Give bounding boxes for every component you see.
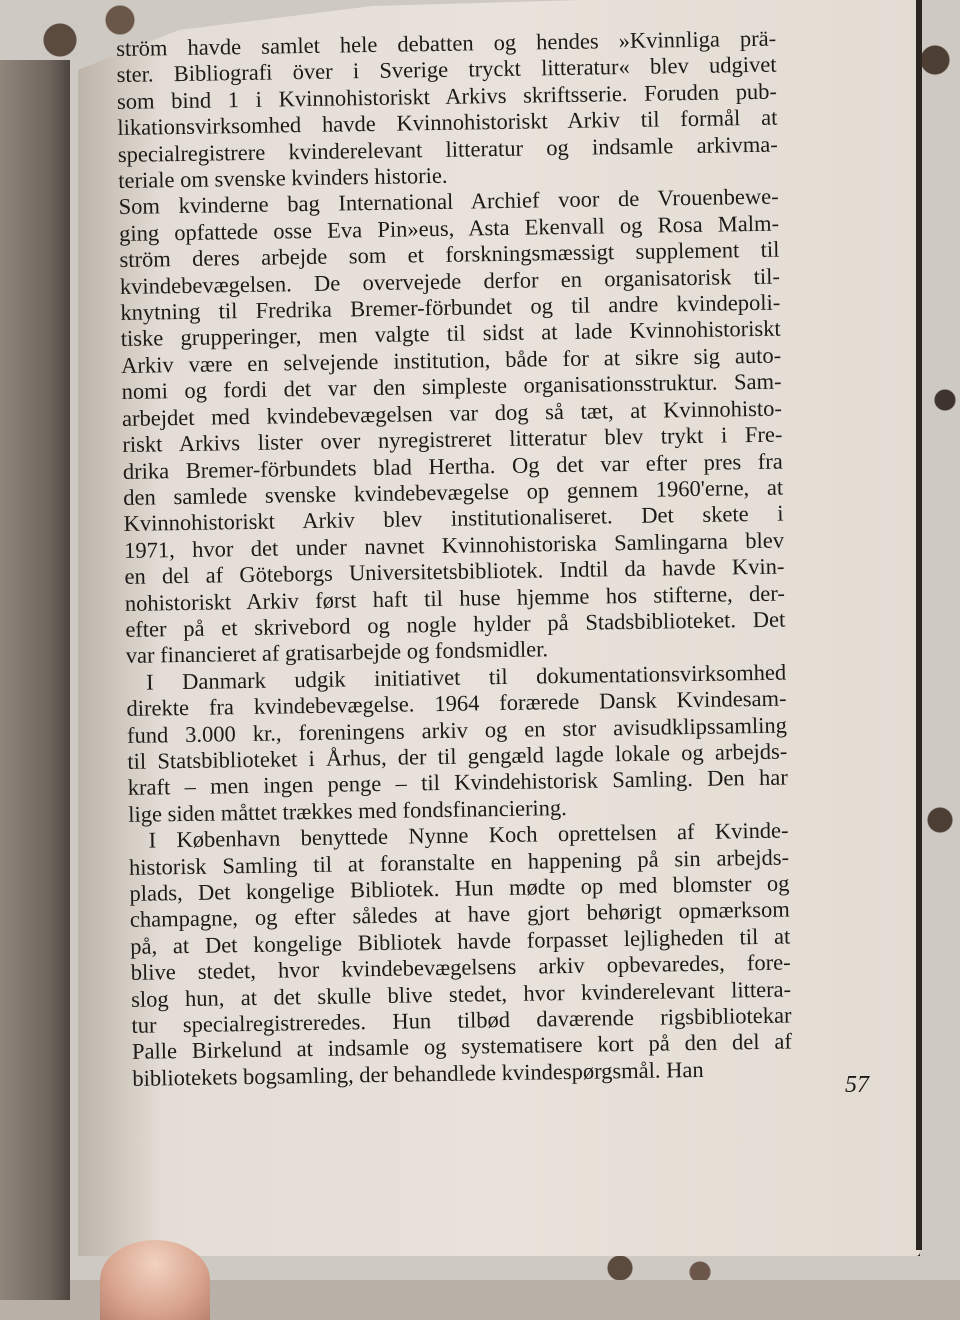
text-line: kvindebevægelsen. De overvejede derfor en organisatorisk til- [119, 263, 781, 299]
text-line: teriale om svenske kvinders historie. [118, 162, 448, 194]
text-line: en del af Göteborgs Universitetsbibliotek. Indtil da havde Kvin- [124, 553, 785, 590]
paragraph [128, 818, 792, 1092]
text-line: ster. Bibliografi över i Sverige tryckt litteratur« blev udgivet [116, 52, 777, 88]
paragraph [126, 659, 788, 828]
text-line: direkte fra kvindebevægelse. 1964 forærede Dansk Kvindesam- [126, 685, 787, 722]
text-line: knytning til Fredrika Bremer-förbundet og til andre kvindepoli- [120, 289, 781, 326]
text-line: specialregistrere kvinderelevant litteratur og indsamle arkivma- [117, 131, 778, 167]
paragraph [118, 184, 785, 670]
text-line: nomi og fordi det var den simpleste organisationsstruktur. Sam- [121, 368, 782, 405]
text-line: arbejdet med kvindebevægelsen var dog så tæt, at Kvinnohisto- [121, 395, 783, 431]
text-line: likationsvirksomhed havde Kvinnohistoriskt Arkiv til formål at [117, 104, 778, 141]
page-number: 57 [845, 1072, 869, 1098]
text-line: som bind 1 i Kvinnohistoriskt Arkivs skriftsserie. Foruden pub- [116, 78, 778, 114]
text-line: historisk Samling til at foranstalte en happening på sin arbejds- [128, 844, 790, 880]
text-line: blive stedet, hvor kvindebevægelsens arkiv opbevaredes, fore- [130, 949, 791, 986]
text-line: Kvinnohistoriskt Arkiv blev institutionaliseret. Det skete i [123, 500, 784, 537]
text-line: fund 3.000 kr., foreningens arkiv og en stor avisudklipssamling [126, 712, 788, 748]
text-line: lige siden måttet trækkes med fondsfinanciering. [128, 794, 568, 827]
text-line: på, at Det kongelige Bibliotek havde forpasset lejligheden til at [130, 923, 791, 959]
text-line: ging opfattede osse Eva Pin»eus, Asta Ekenvall og Rosa Malm- [118, 210, 780, 246]
text-line: riskt Arkivs lister over nyregistreret litteratur blev trykt i Fre- [122, 421, 783, 458]
page-body-text [116, 26, 793, 1092]
text-line: kraft – men ingen penge – til Kvindehistorisk Samling. Den har [127, 764, 788, 801]
page-shadow-edge [916, 0, 922, 1250]
text-line: nohistoriskt Arkiv først haft til huse hjemme hos stifterne, der- [124, 580, 786, 616]
text-line: I Danmark udgik initiativet til dokumentationsvirksomhed [145, 659, 787, 695]
text-line: I København benyttede Nynne Koch oprettelsen af Kvinde- [148, 817, 789, 853]
text-line: tiske grupperinger, men valgte til sidst at lade Kvinnohistoriskt [120, 316, 781, 352]
text-line: ström havde samlet hele debatten og hendes »Kvinnliga prä- [116, 25, 777, 61]
text-line: Arkiv være en selvejende institution, både for at sikre sig auto- [120, 342, 782, 378]
text-line: Palle Birkelund at indsamle og systematisere kort på den del af [131, 1028, 793, 1065]
holding-thumb [100, 1240, 210, 1320]
text-line: ström deres arbejde som et forskningsmæssigt supplement til [119, 236, 780, 273]
text-line: bibliotekets bogsamling, der behandlede kvindespørgsmål. Han [132, 1056, 704, 1091]
left-page-edge [0, 60, 70, 1300]
text-line: 1971, hvor det under navnet Kvinnohistoriska Samlingarna blev [123, 527, 785, 563]
text-line: den samlede svenske kvindebevægelse op gennem 1960'erne, at [123, 474, 784, 510]
paragraph [116, 26, 778, 195]
text-line: drika Bremer-förbundets blad Hertha. Og det var efter pres fra [122, 448, 783, 484]
text-line: plads, Det kongelige Bibliotek. Hun mødte op med blomster og [129, 870, 790, 906]
text-line: tur specialregistreredes. Hun tilbød daværende rigsbibliotekar [131, 1002, 792, 1038]
text-line: Som kvinderne bag International Archief voor de Vrouenbewe- [118, 184, 779, 220]
text-line: var financieret af gratisarbejde og fondsmidler. [125, 636, 549, 669]
text-line: til Statsbiblioteket i Århus, der til gengæld lagde lokale og arbejds- [127, 738, 788, 774]
text-line: slog hun, at det skulle blive stedet, hvor kvinderelevant littera- [130, 976, 792, 1012]
text-line: champagne, og efter således at have gjort behørigt opmærksom [129, 896, 790, 933]
text-line: efter på et skrivebord og nogle hylder på Stadsbiblioteket. Det [125, 606, 786, 642]
